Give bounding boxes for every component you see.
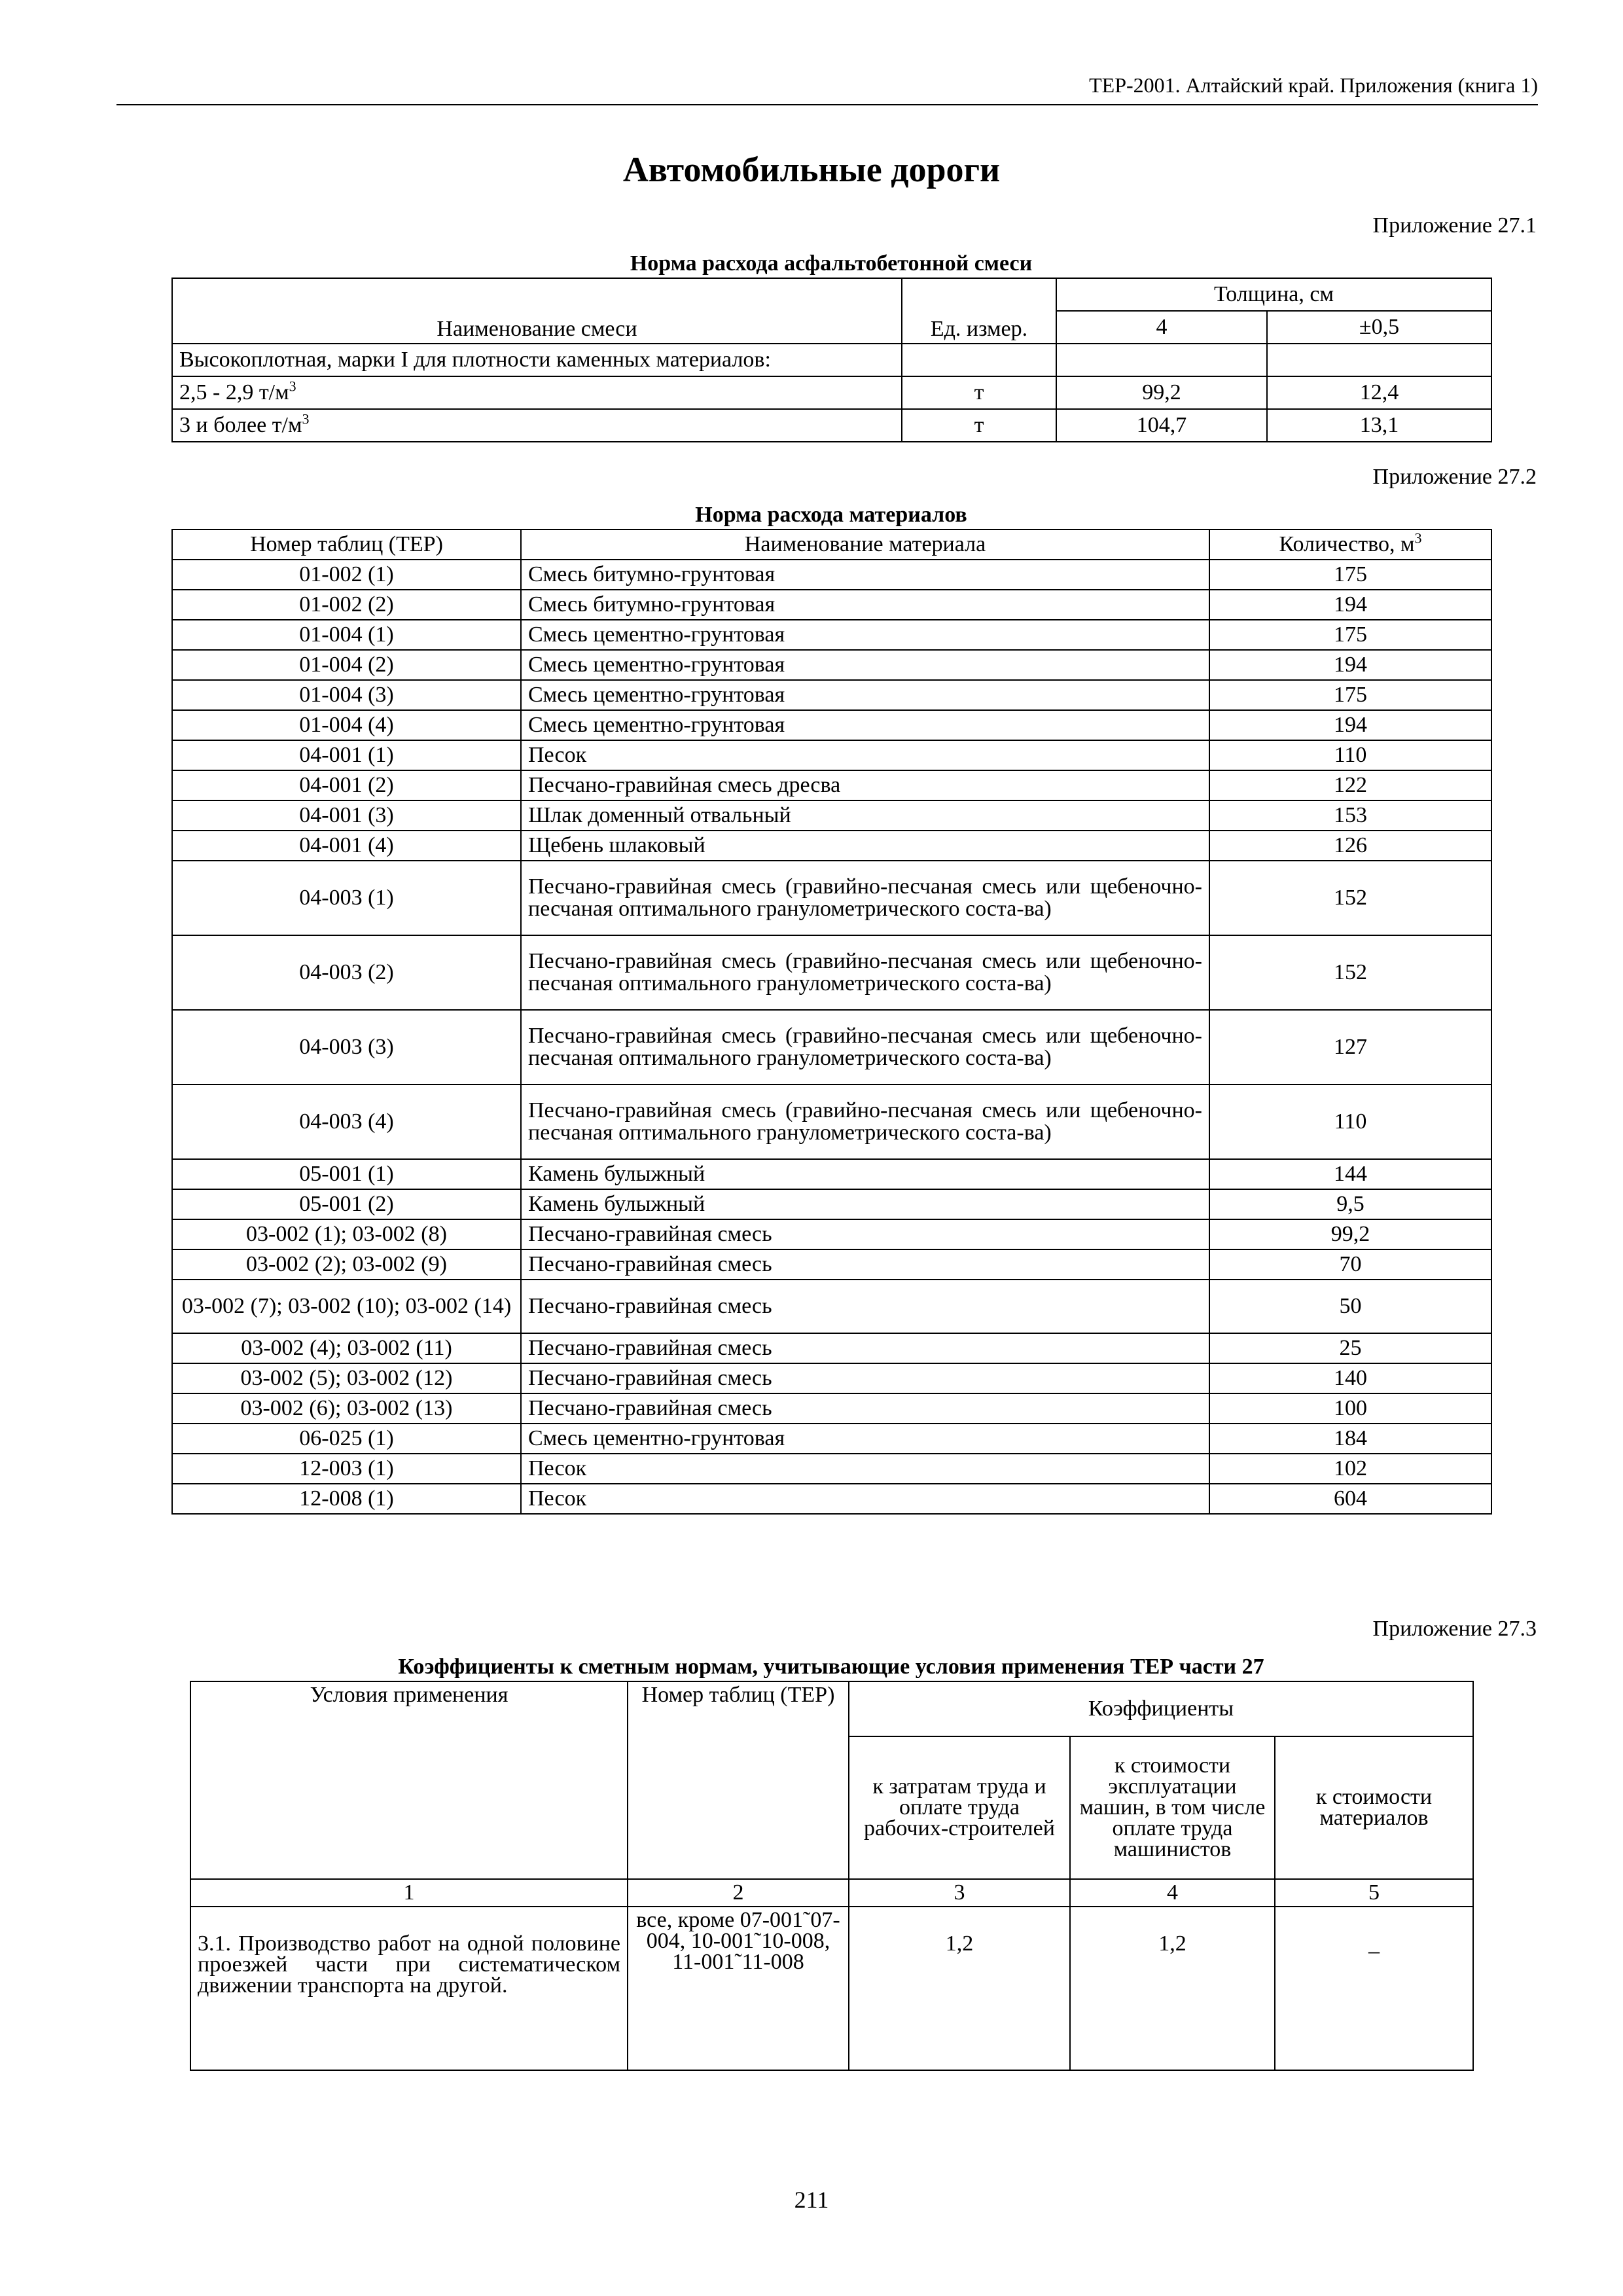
column-header: 4 bbox=[1056, 311, 1267, 344]
materials-norm-table bbox=[171, 529, 1492, 1515]
table-cell: Песчано-гравийная смесь bbox=[521, 1249, 1209, 1280]
table-cell: 03-002 (2); 03-002 (9) bbox=[172, 1249, 521, 1280]
table-cell: _ bbox=[1275, 1907, 1473, 2070]
table-cell: 3 и более $т/м^3$ bbox=[172, 409, 902, 442]
table-cell: 110 bbox=[1209, 1085, 1491, 1159]
running-header: ТЕР-2001. Алтайский край. Приложения (книга 1) bbox=[116, 73, 1538, 105]
table-row bbox=[172, 409, 1491, 442]
table-row bbox=[172, 1484, 1491, 1514]
table-cell: Высокоплотная, марки I для плотности каменных материалов: bbox=[172, 344, 902, 376]
table-cell: 126 bbox=[1209, 831, 1491, 861]
table-cell: 12-003 (1) bbox=[172, 1454, 521, 1484]
table-cell: 3.1. Производство работ на одной половине проезжей части при систематическом движении транспорта на другой. bbox=[190, 1907, 628, 2070]
table-row bbox=[172, 1393, 1491, 1424]
table-row bbox=[172, 650, 1491, 680]
table-cell: 13,1 bbox=[1267, 409, 1491, 442]
table-cell: т bbox=[902, 376, 1056, 409]
table-cell: Смесь цементно-грунтовая bbox=[521, 680, 1209, 710]
table-cell: 194 bbox=[1209, 710, 1491, 740]
column-header: Номер таблиц (ТЕР) bbox=[628, 1681, 849, 1879]
table-cell: 144 bbox=[1209, 1159, 1491, 1189]
table-cell: 1,2 bbox=[849, 1907, 1070, 2070]
column-header: ±0,5 bbox=[1267, 311, 1491, 344]
table-cell: 01-004 (2) bbox=[172, 650, 521, 680]
table-cell: 04-003 (2) bbox=[172, 935, 521, 1010]
table-row bbox=[172, 1280, 1491, 1333]
table-cell: Смесь цементно-грунтовая bbox=[521, 710, 1209, 740]
table-cell: 05-001 (2) bbox=[172, 1189, 521, 1219]
table-cell: Смесь битумно-грунтовая bbox=[521, 560, 1209, 590]
column-number: 3 bbox=[849, 1879, 1070, 1907]
table-cell: 01-004 (4) bbox=[172, 710, 521, 740]
appendix-label: Приложение 27.3 bbox=[1372, 1617, 1537, 1641]
table-cell: 12-008 (1) bbox=[172, 1484, 521, 1514]
table-row bbox=[172, 1085, 1491, 1159]
table-cell: 01-004 (1) bbox=[172, 620, 521, 650]
table-row bbox=[172, 560, 1491, 590]
table-cell: 99,2 bbox=[1056, 376, 1267, 409]
table-row bbox=[172, 861, 1491, 935]
table-cell: 05-001 (1) bbox=[172, 1159, 521, 1189]
table-cell: 152 bbox=[1209, 861, 1491, 935]
table-cell: Смесь цементно-грунтовая bbox=[521, 650, 1209, 680]
table-cell: 04-001 (3) bbox=[172, 800, 521, 831]
table-cell: т bbox=[902, 409, 1056, 442]
table-cell: Песчано-гравийная смесь bbox=[521, 1280, 1209, 1333]
table-cell: 153 bbox=[1209, 800, 1491, 831]
table-cell: 175 bbox=[1209, 560, 1491, 590]
appendix-label: Приложение 27.1 bbox=[1372, 213, 1537, 238]
table-cell: Песок bbox=[521, 740, 1209, 770]
table-cell: 04-001 (4) bbox=[172, 831, 521, 861]
column-header: к стоимости эксплуатации машин, в том числе оплате труда машинистов bbox=[1070, 1736, 1275, 1879]
column-number: 1 bbox=[190, 1879, 628, 1907]
table-cell: 1,2 bbox=[1070, 1907, 1275, 2070]
table-row bbox=[172, 1363, 1491, 1393]
table-row bbox=[172, 1454, 1491, 1484]
table-row bbox=[172, 1159, 1491, 1189]
table-cell: Песок bbox=[521, 1484, 1209, 1514]
table-cell: 604 bbox=[1209, 1484, 1491, 1514]
table-cell: Песчано-гравийная смесь (гравийно-песчаная смесь или щебеночно-песчаная оптимального гранулометрического соста-ва) bbox=[521, 1010, 1209, 1085]
table-row bbox=[172, 740, 1491, 770]
column-header: Ед. измер. bbox=[902, 278, 1056, 344]
table-row bbox=[172, 770, 1491, 800]
column-header: Количество, $м^3$ bbox=[1209, 529, 1491, 560]
table-cell: Щебень шлаковый bbox=[521, 831, 1209, 861]
table-cell: 102 bbox=[1209, 1454, 1491, 1484]
table-row bbox=[172, 1219, 1491, 1249]
table-cell: 122 bbox=[1209, 770, 1491, 800]
table-cell bbox=[1267, 344, 1491, 376]
table-cell: Шлак доменный отвальный bbox=[521, 800, 1209, 831]
table-cell: 04-003 (4) bbox=[172, 1085, 521, 1159]
table-cell bbox=[1056, 344, 1267, 376]
table-cell: 03-002 (7); 03-002 (10); 03-002 (14) bbox=[172, 1280, 521, 1333]
table-cell: 04-001 (2) bbox=[172, 770, 521, 800]
table-cell: 100 bbox=[1209, 1393, 1491, 1424]
table-row bbox=[172, 590, 1491, 620]
table-cell: 184 bbox=[1209, 1424, 1491, 1454]
table-cell: 110 bbox=[1209, 740, 1491, 770]
column-header: Толщина, см bbox=[1056, 278, 1491, 311]
table-row bbox=[172, 1333, 1491, 1363]
table-cell: Песчано-гравийная смесь (гравийно-песчаная смесь или щебеночно-песчаная оптимального гранулометрического соста-ва) bbox=[521, 935, 1209, 1010]
table-cell: 03-002 (4); 03-002 (11) bbox=[172, 1333, 521, 1363]
table-cell: Песчано-гравийная смесь bbox=[521, 1363, 1209, 1393]
table-cell: 01-002 (1) bbox=[172, 560, 521, 590]
page-number: 211 bbox=[794, 2187, 829, 2213]
table-cell: 04-003 (3) bbox=[172, 1010, 521, 1085]
column-header: к стоимости материалов bbox=[1275, 1736, 1473, 1879]
table-cell bbox=[902, 344, 1056, 376]
table-cell: 99,2 bbox=[1209, 1219, 1491, 1249]
table-cell: 194 bbox=[1209, 590, 1491, 620]
table-cell: 12,4 bbox=[1267, 376, 1491, 409]
table-row bbox=[172, 1424, 1491, 1454]
table-row bbox=[172, 680, 1491, 710]
table-cell: 140 bbox=[1209, 1363, 1491, 1393]
table-cell: 01-004 (3) bbox=[172, 680, 521, 710]
table-row bbox=[172, 376, 1491, 409]
appendix-label: Приложение 27.2 bbox=[1372, 465, 1537, 489]
table-cell: Песчано-гравийная смесь (гравийно-песчаная смесь или щебеночно-песчаная оптимального гранулометрического соста-ва) bbox=[521, 861, 1209, 935]
table-row bbox=[172, 1249, 1491, 1280]
table-caption: Коэффициенты к сметным нормам, учитывающие условия применения ТЕР части 27 bbox=[398, 1655, 1264, 1679]
table-cell: 152 bbox=[1209, 935, 1491, 1010]
asphalt-norm-table bbox=[171, 278, 1492, 442]
table-row bbox=[172, 800, 1491, 831]
table-cell: 03-002 (1); 03-002 (8) bbox=[172, 1219, 521, 1249]
column-header: к затратам труда и оплате труда рабочих-строителей bbox=[849, 1736, 1070, 1879]
table-cell: 127 bbox=[1209, 1010, 1491, 1085]
table-cell: Камень булыжный bbox=[521, 1159, 1209, 1189]
column-header: Наименование материала bbox=[521, 529, 1209, 560]
table-row bbox=[172, 831, 1491, 861]
table-cell: 175 bbox=[1209, 620, 1491, 650]
table-cell: 04-001 (1) bbox=[172, 740, 521, 770]
table-cell: 01-002 (2) bbox=[172, 590, 521, 620]
column-number: 4 bbox=[1070, 1879, 1275, 1907]
table-cell: 194 bbox=[1209, 650, 1491, 680]
table-cell: 25 bbox=[1209, 1333, 1491, 1363]
table-cell: 175 bbox=[1209, 680, 1491, 710]
table-row bbox=[172, 710, 1491, 740]
column-header: Номер таблиц (ТЕР) bbox=[172, 529, 521, 560]
column-number: 2 bbox=[628, 1879, 849, 1907]
column-header: Коэффициенты bbox=[849, 1681, 1473, 1736]
table-cell: Песчано-гравийная смесь bbox=[521, 1393, 1209, 1424]
table-cell: 50 bbox=[1209, 1280, 1491, 1333]
table-cell: Смесь битумно-грунтовая bbox=[521, 590, 1209, 620]
table-cell: Песчано-гравийная смесь bbox=[521, 1333, 1209, 1363]
table-caption: Норма расхода материалов bbox=[695, 503, 967, 527]
column-header: Наименование смеси bbox=[172, 278, 902, 344]
table-cell: 70 bbox=[1209, 1249, 1491, 1280]
table-row bbox=[190, 1907, 1473, 2070]
table-cell: 104,7 bbox=[1056, 409, 1267, 442]
page-title: Автомобильные дороги bbox=[622, 150, 1001, 189]
table-cell: Песчано-гравийная смесь (гравийно-песчаная смесь или щебеночно-песчаная оптимального гранулометрического соста-ва) bbox=[521, 1085, 1209, 1159]
table-cell: Песчано-гравийная смесь дресва bbox=[521, 770, 1209, 800]
table-cell: Камень булыжный bbox=[521, 1189, 1209, 1219]
table-caption: Норма расхода асфальтобетонной смеси bbox=[630, 251, 1033, 276]
table-cell: 2,5 - 2,9 $т/м^3$ bbox=[172, 376, 902, 409]
table-cell: Песчано-гравийная смесь bbox=[521, 1219, 1209, 1249]
table-cell: все, кроме 07-001˜07-004, 10-001˜10-008, 11-001˜11-008 bbox=[628, 1907, 849, 2070]
table-cell: 03-002 (6); 03-002 (13) bbox=[172, 1393, 521, 1424]
coefficients-table bbox=[190, 1681, 1474, 2071]
table-cell: 03-002 (5); 03-002 (12) bbox=[172, 1363, 521, 1393]
table-row bbox=[172, 935, 1491, 1010]
table-row bbox=[172, 1189, 1491, 1219]
column-header: Условия применения bbox=[190, 1681, 628, 1879]
table-cell: Смесь цементно-грунтовая bbox=[521, 620, 1209, 650]
table-row bbox=[172, 620, 1491, 650]
table-cell: 06-025 (1) bbox=[172, 1424, 521, 1454]
table-cell: Смесь цементно-грунтовая bbox=[521, 1424, 1209, 1454]
table-row bbox=[172, 344, 1491, 376]
table-cell: 04-003 (1) bbox=[172, 861, 521, 935]
table-row bbox=[172, 1010, 1491, 1085]
table-cell: Песок bbox=[521, 1454, 1209, 1484]
column-number: 5 bbox=[1275, 1879, 1473, 1907]
table-cell: 9,5 bbox=[1209, 1189, 1491, 1219]
